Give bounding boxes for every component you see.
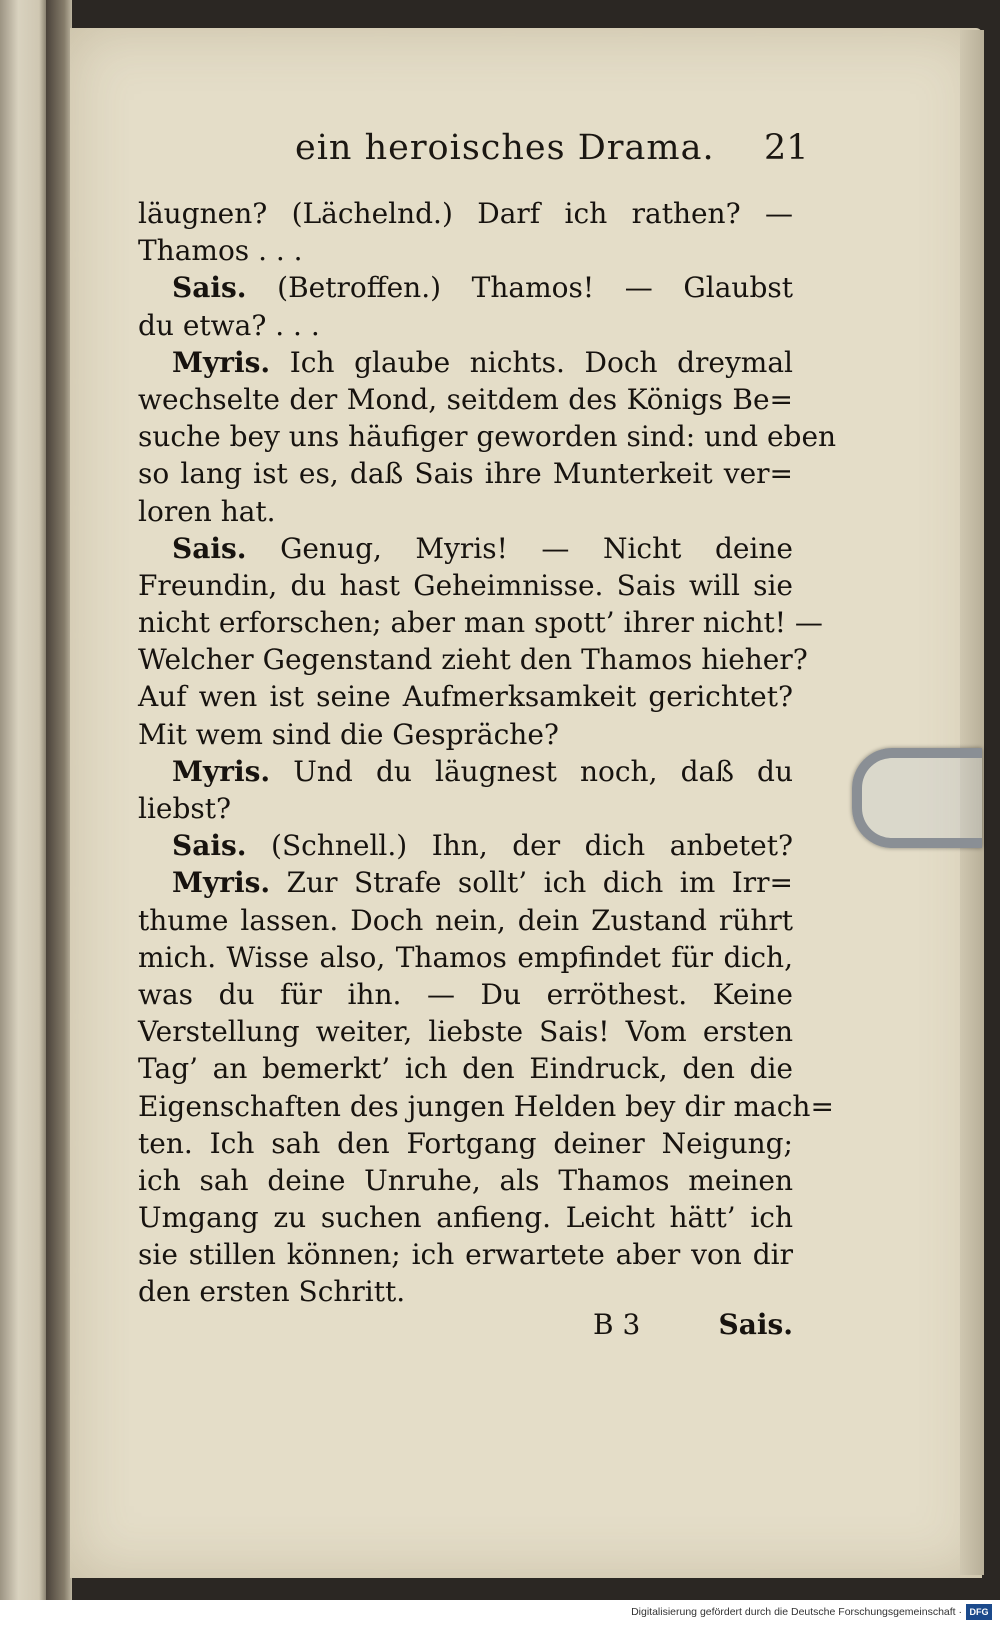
text-line (138, 232, 793, 269)
text-line (138, 1125, 793, 1162)
text-line (138, 864, 793, 901)
line-text: ten. Ich sah den Fortgang deiner Neigung; (138, 1126, 793, 1160)
facing-page-edge (0, 0, 46, 1600)
text-line (138, 790, 793, 827)
line-text: Welcher Gegenstand zieht den Thamos hieher? (138, 643, 808, 677)
line-text: Zur Strafe sollt’ ich dich im Irr= (286, 866, 793, 900)
line-text: mich. Wisse also, Thamos empfindet für dich, (138, 940, 793, 974)
page-footer (138, 1308, 793, 1348)
line-text: (Schnell.) Ihn, der dich anbetet? (271, 829, 793, 863)
line-text: Freundin, du hast Geheimnisse. Sais will sie (138, 568, 793, 602)
text-line (138, 418, 837, 455)
text-line (138, 753, 793, 790)
line-text: Genug, Myris! — Nicht deine (280, 531, 793, 565)
running-head: ein heroisches Drama. (295, 128, 715, 168)
signature-mark: B 3 (593, 1308, 641, 1341)
digitization-credit: Digitalisierung gefördert durch die Deutsche Forschungsgemeinschaft · (631, 1606, 962, 1618)
text-line (138, 678, 793, 715)
text-line (138, 604, 823, 641)
line-text: suche bey uns häufiger geworden sind: und eben (138, 420, 837, 454)
line-text: läugnen? (Lächelnd.) Darf ich rathen? — (138, 197, 793, 230)
text-line (138, 493, 793, 530)
text-line (138, 1236, 793, 1273)
speaker-name: Myris. (172, 754, 271, 788)
line-text: so lang ist es, daß Sais ihre Munterkeit ver= (138, 457, 793, 491)
line-text: Umgang zu suchen anfieng. Leicht hätt’ ich (138, 1201, 793, 1235)
line-text: Tag’ an bemerkt’ ich den Eindruck, den die (138, 1052, 793, 1086)
line-text: Auf wen ist seine Aufmerksamkeit gerichtet? (138, 680, 793, 714)
line-text: Und du läugnest noch, daß du (293, 754, 793, 788)
text-line (138, 1050, 793, 1087)
page-number: 21 (764, 128, 809, 168)
text-line (138, 827, 793, 864)
text-line (138, 1273, 793, 1310)
page-clip (852, 748, 982, 848)
text-line (138, 939, 793, 976)
text-line (138, 1162, 793, 1199)
line-text: was du für ihn. — Du erröthest. Keine (138, 977, 793, 1011)
line-text: Verstellung weiter, liebste Sais! Vom ersten (138, 1015, 793, 1049)
speaker-name: Myris. (172, 866, 271, 900)
line-text: Mit wem sind die Gespräche? (138, 717, 559, 751)
text-line (138, 195, 793, 232)
line-text: Ich glaube nichts. Doch dreymal (289, 345, 793, 379)
text-line (138, 1013, 793, 1050)
text-line (138, 902, 793, 939)
text-line (138, 641, 808, 678)
book-gutter (46, 0, 72, 1600)
catchword: Sais. (718, 1308, 793, 1341)
line-text: liebst? (138, 792, 232, 825)
speaker-name: Sais. (172, 531, 247, 565)
text-line (138, 530, 793, 567)
line-text: Eigenschaften des jungen Helden bey dir mach= (138, 1089, 834, 1123)
line-text: ich sah deine Unruhe, als Thamos meinen (138, 1163, 793, 1197)
text-line (138, 455, 793, 492)
line-text: thume lassen. Doch nein, dein Zustand rührt (138, 903, 793, 937)
text-line (138, 269, 793, 306)
line-text: loren hat. (138, 494, 276, 528)
text-line (138, 1199, 793, 1236)
text-line (138, 344, 793, 381)
text-line (138, 1088, 834, 1125)
text-line (138, 976, 793, 1013)
text-line (138, 567, 793, 604)
text-line (138, 381, 793, 418)
line-text: (Betroffen.) Thamos! — Glaubst (277, 271, 793, 305)
speaker-name: Sais. (172, 271, 247, 305)
line-text: sie stillen können; ich erwartete aber von dir (138, 1238, 793, 1272)
body-text (138, 195, 837, 1311)
line-text: wechselte der Mond, seitdem des Königs Be= (138, 382, 793, 416)
line-text: du etwa? . . . (138, 308, 320, 342)
text-line (138, 716, 793, 753)
line-text: Thamos . . . (138, 234, 303, 268)
text-line (138, 307, 793, 344)
speaker-name: Myris. (172, 345, 271, 379)
line-text: nicht erforschen; aber man spott’ ihrer nicht! — (138, 606, 823, 640)
dfg-logo: DFG (966, 1604, 992, 1620)
speaker-name: Sais. (172, 829, 247, 863)
line-text: den ersten Schritt. (138, 1275, 406, 1309)
